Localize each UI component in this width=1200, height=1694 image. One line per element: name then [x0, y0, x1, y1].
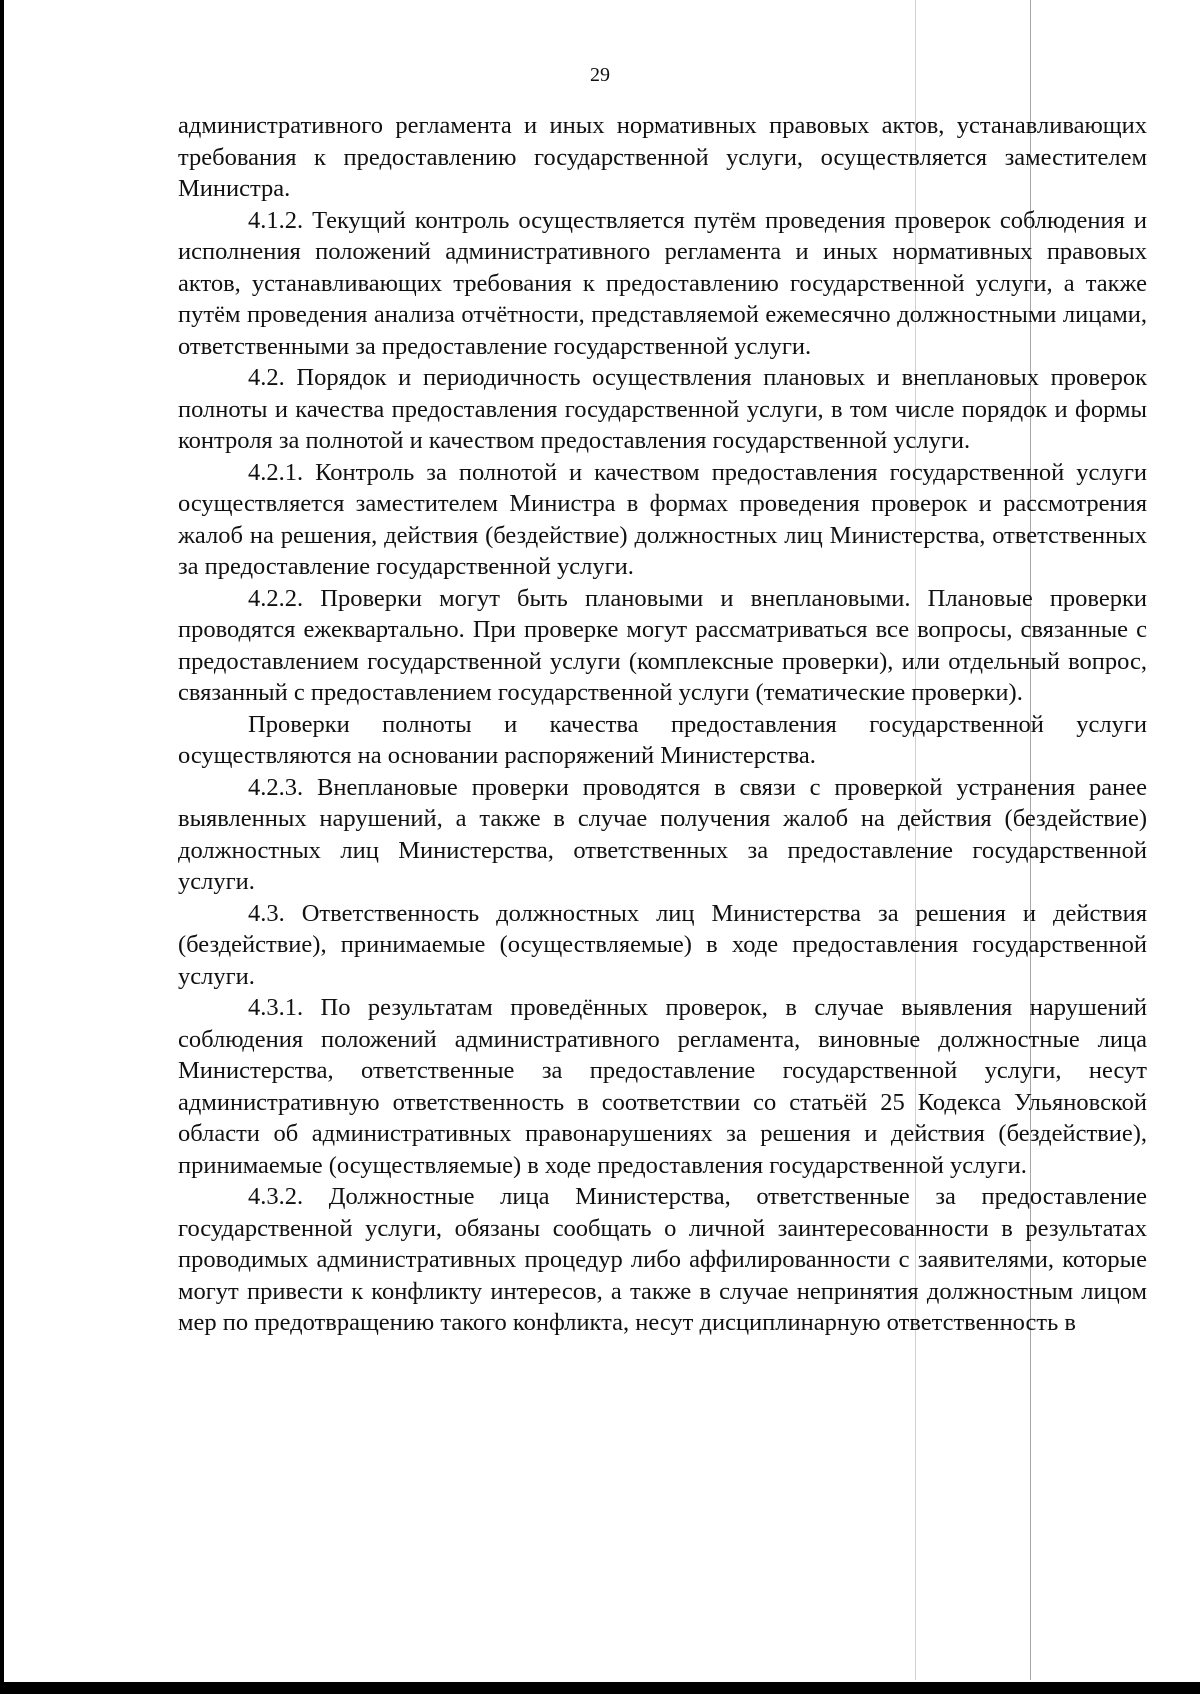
paragraph-4-3-2: 4.3.2. Должностные лица Министерства, ответственные за предоставление государственной услуги, обязаны сообщать о личной заинтересованности в результатах проводимых административных процедур либо аффилированности с заявителями, которые могут привести к конфликту интересов, а также в случае непринятия должностным лицом мер по предотвращению такого конфликта, несут дисциплинарную ответственность в [178, 1183, 1147, 1336]
paragraph-4-1-2: 4.1.2. Текущий контроль осуществляется путём проведения проверок соблюдения и исполнения положений административного регламента и иных нормативных правовых актов, устанавливающих требования к предоставлению государственной услуги, а также путём проведения анализа отчётности, представляемой ежемесячно должностными лицами, ответственными за предоставление государственной услуги. [178, 206, 1147, 360]
page-number: 29 [590, 64, 610, 86]
scan-border-left [0, 0, 4, 1694]
scan-border-bottom [0, 1682, 1200, 1694]
paragraph-4-3: 4.3. Ответственность должностных лиц Министерства за решения и действия (бездействие), принимаемые (осуществляемые) в ходе предоставления государственной услуги. [178, 899, 1147, 990]
paragraph-4-3-1: 4.3.1. По результатам проведённых проверок, в случае выявления нарушений соблюдения положений административного регламента, виновные должностные лица Министерства, ответственные за предоставление государственной услуги, несут административную ответственность в соответствии со статьёй 25 Кодекса Ульяновской области об административных правонарушениях за решения и действия (бездействие), принимаемые (осуществляемые) в ходе предоставления государственной услуги. [178, 994, 1147, 1179]
paragraph-inspections-basis: Проверки полноты и качества предоставления государственной услуги осуществляются на основании распоряжений Министерства. [178, 710, 1147, 769]
paragraph-continuation: административного регламента и иных нормативных правовых актов, устанавливающих требования к предоставлению государственной услуги, осуществляется заместителем Министра. [178, 112, 1147, 202]
paragraph-4-2: 4.2. Порядок и периодичность осуществления плановых и внеплановых проверок полноты и качества предоставления государственной услуги, в том числе порядок и формы контроля за полнотой и качеством предоставления государственной услуги. [178, 364, 1147, 454]
paragraph-4-2-1: 4.2.1. Контроль за полнотой и качеством предоставления государственной услуги осуществляется заместителем Министра в формах проведения проверок и рассмотрения жалоб на решения, действия (бездействие) должностных лиц Министерства, ответственных за предоставление государственной услуги. [178, 458, 1147, 580]
paragraph-4-2-2: 4.2.2. Проверки могут быть плановыми и внеплановыми. Плановые проверки проводятся ежеквартально. При проверке могут рассматриваться все вопросы, связанные с предоставлением государственной услуги (комплексные проверки), или отдельный вопрос, связанный с предоставлением государственной услуги (тематические проверки). [178, 584, 1147, 706]
paragraph-4-2-3: 4.2.3. Внеплановые проверки проводятся в связи с проверкой устранения ранее выявленных нарушений, а также в случае получения жалоб на действия (бездействие) должностных лиц Министерства, ответственных за предоставление государственной услуги. [178, 773, 1147, 895]
document-body [178, 110, 1147, 1339]
